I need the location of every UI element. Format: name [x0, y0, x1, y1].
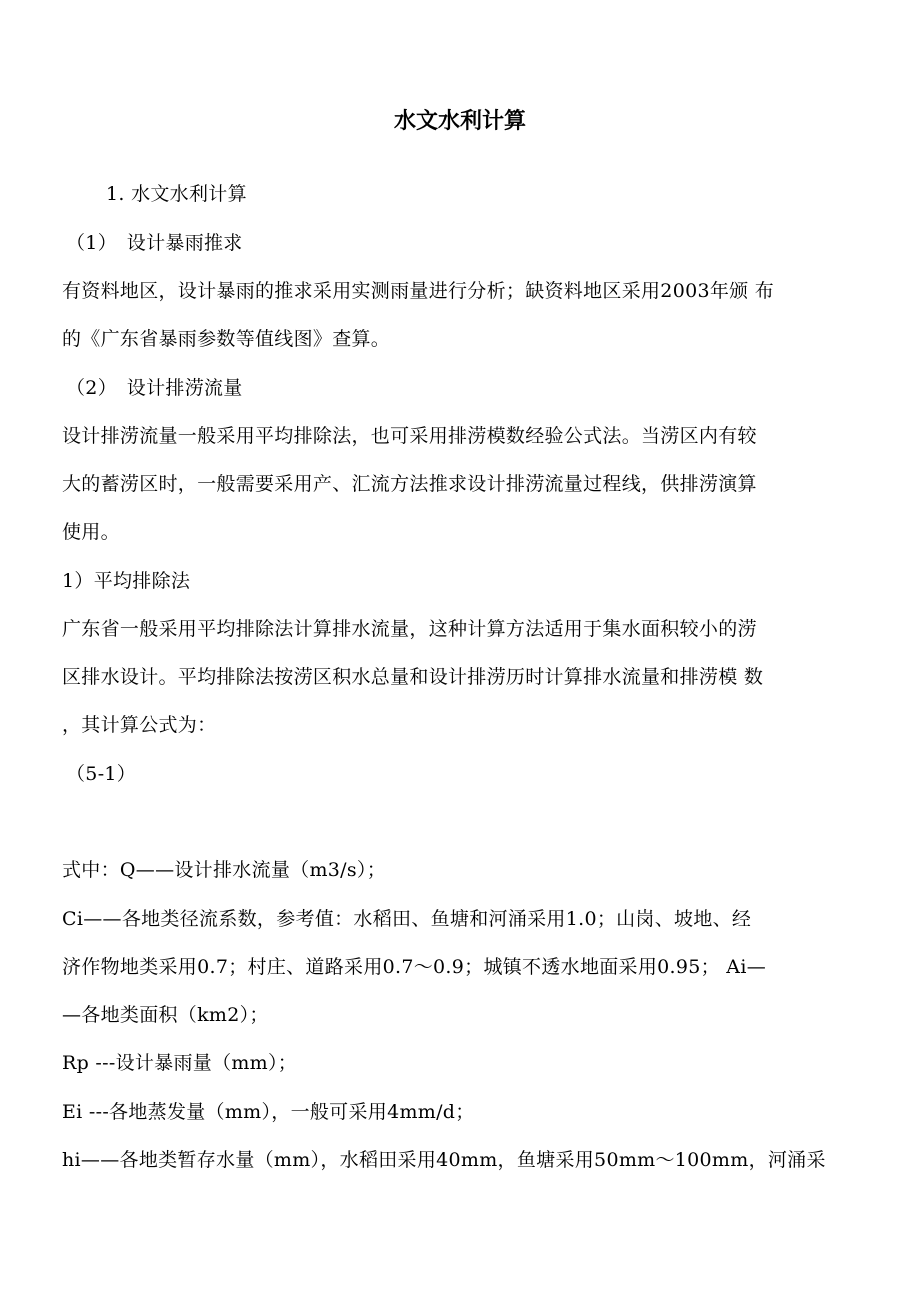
paragraph-line: hi——各地类暂存水量（mm），水稻田采用40mm，鱼塘采用50mm～100mm，河涌采: [62, 1149, 826, 1171]
paragraph-line: 区排水设计。平均排除法按涝区积水总量和设计排涝历时计算排水流量和排涝模 数: [62, 666, 764, 688]
paragraph-line: 大的蓄涝区时，一般需要采用产、汇流方法推求设计排涝流量过程线，供排涝演算: [62, 473, 757, 495]
paragraph-line: 设计排涝流量一般采用平均排除法，也可采用排涝模数经验公式法。当涝区内有较: [62, 425, 757, 447]
paragraph-line: —各地类面积（km2）；: [62, 1004, 269, 1026]
paragraph-line: Ei ---各地蒸发量（mm），一般可采用4mm/d；: [62, 1101, 475, 1123]
paragraph-line: ，其计算公式为：: [62, 714, 217, 736]
heading-average-method: 1）平均排除法: [62, 570, 191, 592]
heading-1-hydrology: 1. 水文水利计算: [106, 183, 247, 205]
document-title: 水文水利计算: [393, 109, 526, 134]
paragraph-line: 广东省一般采用平均排除法计算排水流量，这种计算方法适用于集水面积较小的涝: [62, 618, 757, 640]
heading-design-drainage-flow: （2） 设计排涝流量: [66, 377, 243, 399]
formula-number: （5-1）: [66, 763, 137, 785]
paragraph-line: 济作物地类采用0.7；村庄、道路采用0.7～0.9；城镇不透水地面采用0.95； Ai—: [62, 956, 766, 978]
heading-design-rainstorm: （1） 设计暴雨推求: [66, 232, 243, 254]
paragraph-line: Ci——各地类径流系数，参考值：水稻田、鱼塘和河涌采用1.0；山岗、坡地、经: [62, 908, 752, 930]
paragraph-line: 有资料地区，设计暴雨的推求采用实测雨量进行分析；缺资料地区采用2003年颁 布: [62, 280, 775, 302]
paragraph-line: 使用。: [62, 521, 120, 543]
paragraph-line: Rp ---设计暴雨量（mm）；: [62, 1052, 298, 1074]
paragraph-line: 的《广东省暴雨参数等值线图》查算。: [62, 328, 391, 350]
paragraph-line: 式中：Q——设计排水流量（m3/s）；: [62, 859, 387, 881]
